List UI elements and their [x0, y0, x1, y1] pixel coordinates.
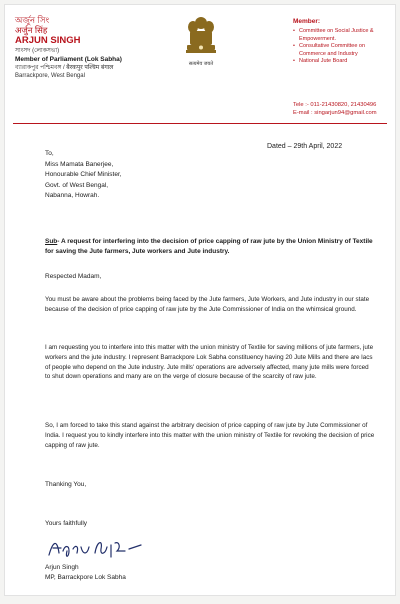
- body-paragraph-2: I am requesting you to interfere into this matter with the union ministry of Textile for saving millions of jute farmers, jute workers and the jute industry. I represent Barrackpore Lok Sabha constituency having 20 Jute Mills and there are lacs of people who depend on the Jute industry. Jute mills' operations are adversely affected, many jute mills were forced to shut down operations and many are on the verge of closure because of the scarcity of raw jute.: [45, 344, 374, 381]
- letter-page: [4, 4, 396, 596]
- body-paragraph-1: You must be aware about the problems being faced by the Jute farmers, Jute Workers, and Jute industry in our state because of the decision of price capping of raw jute by the Jute Commissioner of India on the whimsical ground.: [45, 296, 370, 313]
- salutation: Respected Madam,: [45, 273, 102, 280]
- member-block: [293, 17, 393, 66]
- closing-line: Yours faithfully: [45, 520, 88, 527]
- header-divider: [13, 123, 387, 124]
- place-bengali: ব্যারাকপুর পশ্চিমবঙ্গ / बैरकपुर पश्चिम बंगाल: [15, 65, 114, 71]
- letterhead: [15, 15, 145, 80]
- signatory-title: MP, Barrackpore Lok Sabha: [45, 574, 126, 581]
- subject-line: [45, 237, 375, 257]
- signatory-block: [45, 563, 126, 583]
- member-title: Member:: [293, 18, 321, 25]
- role-title: Member of Parliament (Lok Sabha): [15, 56, 122, 63]
- recipient-address: [45, 149, 245, 202]
- contact-block: [293, 101, 393, 117]
- address-line: Nabanna, Howrah.: [45, 192, 100, 199]
- member-item: • Committee on Social Justice & Empowerment.: [293, 28, 393, 43]
- subject-text: - A request for interfering into the decision of price capping of raw jute by the Union Ministry of Textile for saving the Jute farmers, Jute workers and Jute industry.: [45, 238, 373, 255]
- member-item: • Consultative Committee on Commerce and Industry: [293, 43, 393, 58]
- address-line: Honourable Chief Minister,: [45, 171, 122, 178]
- signatory-name: Arjun Singh: [45, 564, 79, 571]
- name-bengali: অর্জুন সিং: [15, 15, 50, 25]
- telephone: Tele :- 011-21430820, 21430496: [293, 102, 377, 108]
- national-emblem-icon: [181, 15, 221, 63]
- name-english: ARJUN SINGH: [15, 35, 81, 46]
- address-line: To,: [45, 150, 54, 157]
- letter-date: Dated – 29th April, 2022: [267, 143, 343, 150]
- address-line: Govt. of West Bengal,: [45, 181, 109, 189]
- member-item: • National Jute Board: [293, 58, 393, 66]
- subject-label: Sub: [45, 238, 58, 245]
- place-english: Barrackpore, West Bengal: [15, 73, 85, 79]
- emblem-caption: सत्यमेव जयते: [188, 61, 214, 67]
- thanks-line: Thanking You,: [45, 481, 87, 488]
- handwritten-signature: [45, 533, 155, 563]
- member-list: [293, 28, 393, 66]
- address-line: Miss Mamata Banerjee,: [45, 160, 114, 168]
- name-hindi: अर्जुन सिंह: [15, 25, 48, 35]
- body-paragraph-3: So, I am forced to take this stand against the arbitrary decision of price capping of raw jute by Jute Commissioner of India. I request you to kindly interfere into this matter with the union ministry of Textile for revoking the decision of price capping of raw jute.: [45, 422, 375, 449]
- title-bengali: সাংসদ (লোকসভা): [15, 48, 60, 54]
- email: E-mail : singarjun94@gmail.com: [293, 110, 377, 116]
